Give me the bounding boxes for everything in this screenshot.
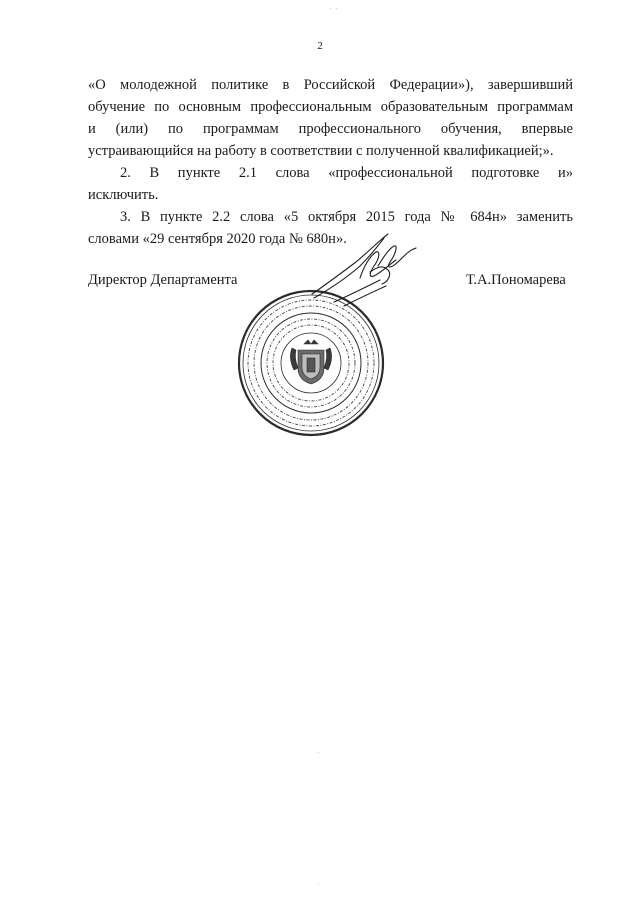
body-text <box>88 74 573 250</box>
item-3-line-continued: словами «29 сентября 2020 года № 680н». <box>88 231 347 247</box>
item-2-line-continued: исключить. <box>88 187 159 203</box>
paragraph-line: и (или) по программам профессионального обучения, впервые <box>88 121 573 137</box>
paragraph-line: обучение по основным профессиональным образовательным программам <box>88 99 573 115</box>
item-3-line: 3. В пункте 2.2 слова «5 октября 2015 года № 684н» заменить <box>120 209 573 225</box>
signatory-name: Т.А.Пономарева <box>466 272 566 288</box>
page-number: 2 <box>317 40 323 52</box>
item-2-line: 2. В пункте 2.1 слова «профессиональной подготовке и» <box>120 165 573 181</box>
paragraph-line: устраивающийся на работу в соответствии с полученной квалификацией;». <box>88 143 554 159</box>
handwritten-signature-icon <box>304 226 424 316</box>
paragraph-line: «О молодежной политике в Российской Федерации»), завершивший <box>88 77 573 93</box>
signatory-position: Директор Департамента <box>88 272 238 288</box>
